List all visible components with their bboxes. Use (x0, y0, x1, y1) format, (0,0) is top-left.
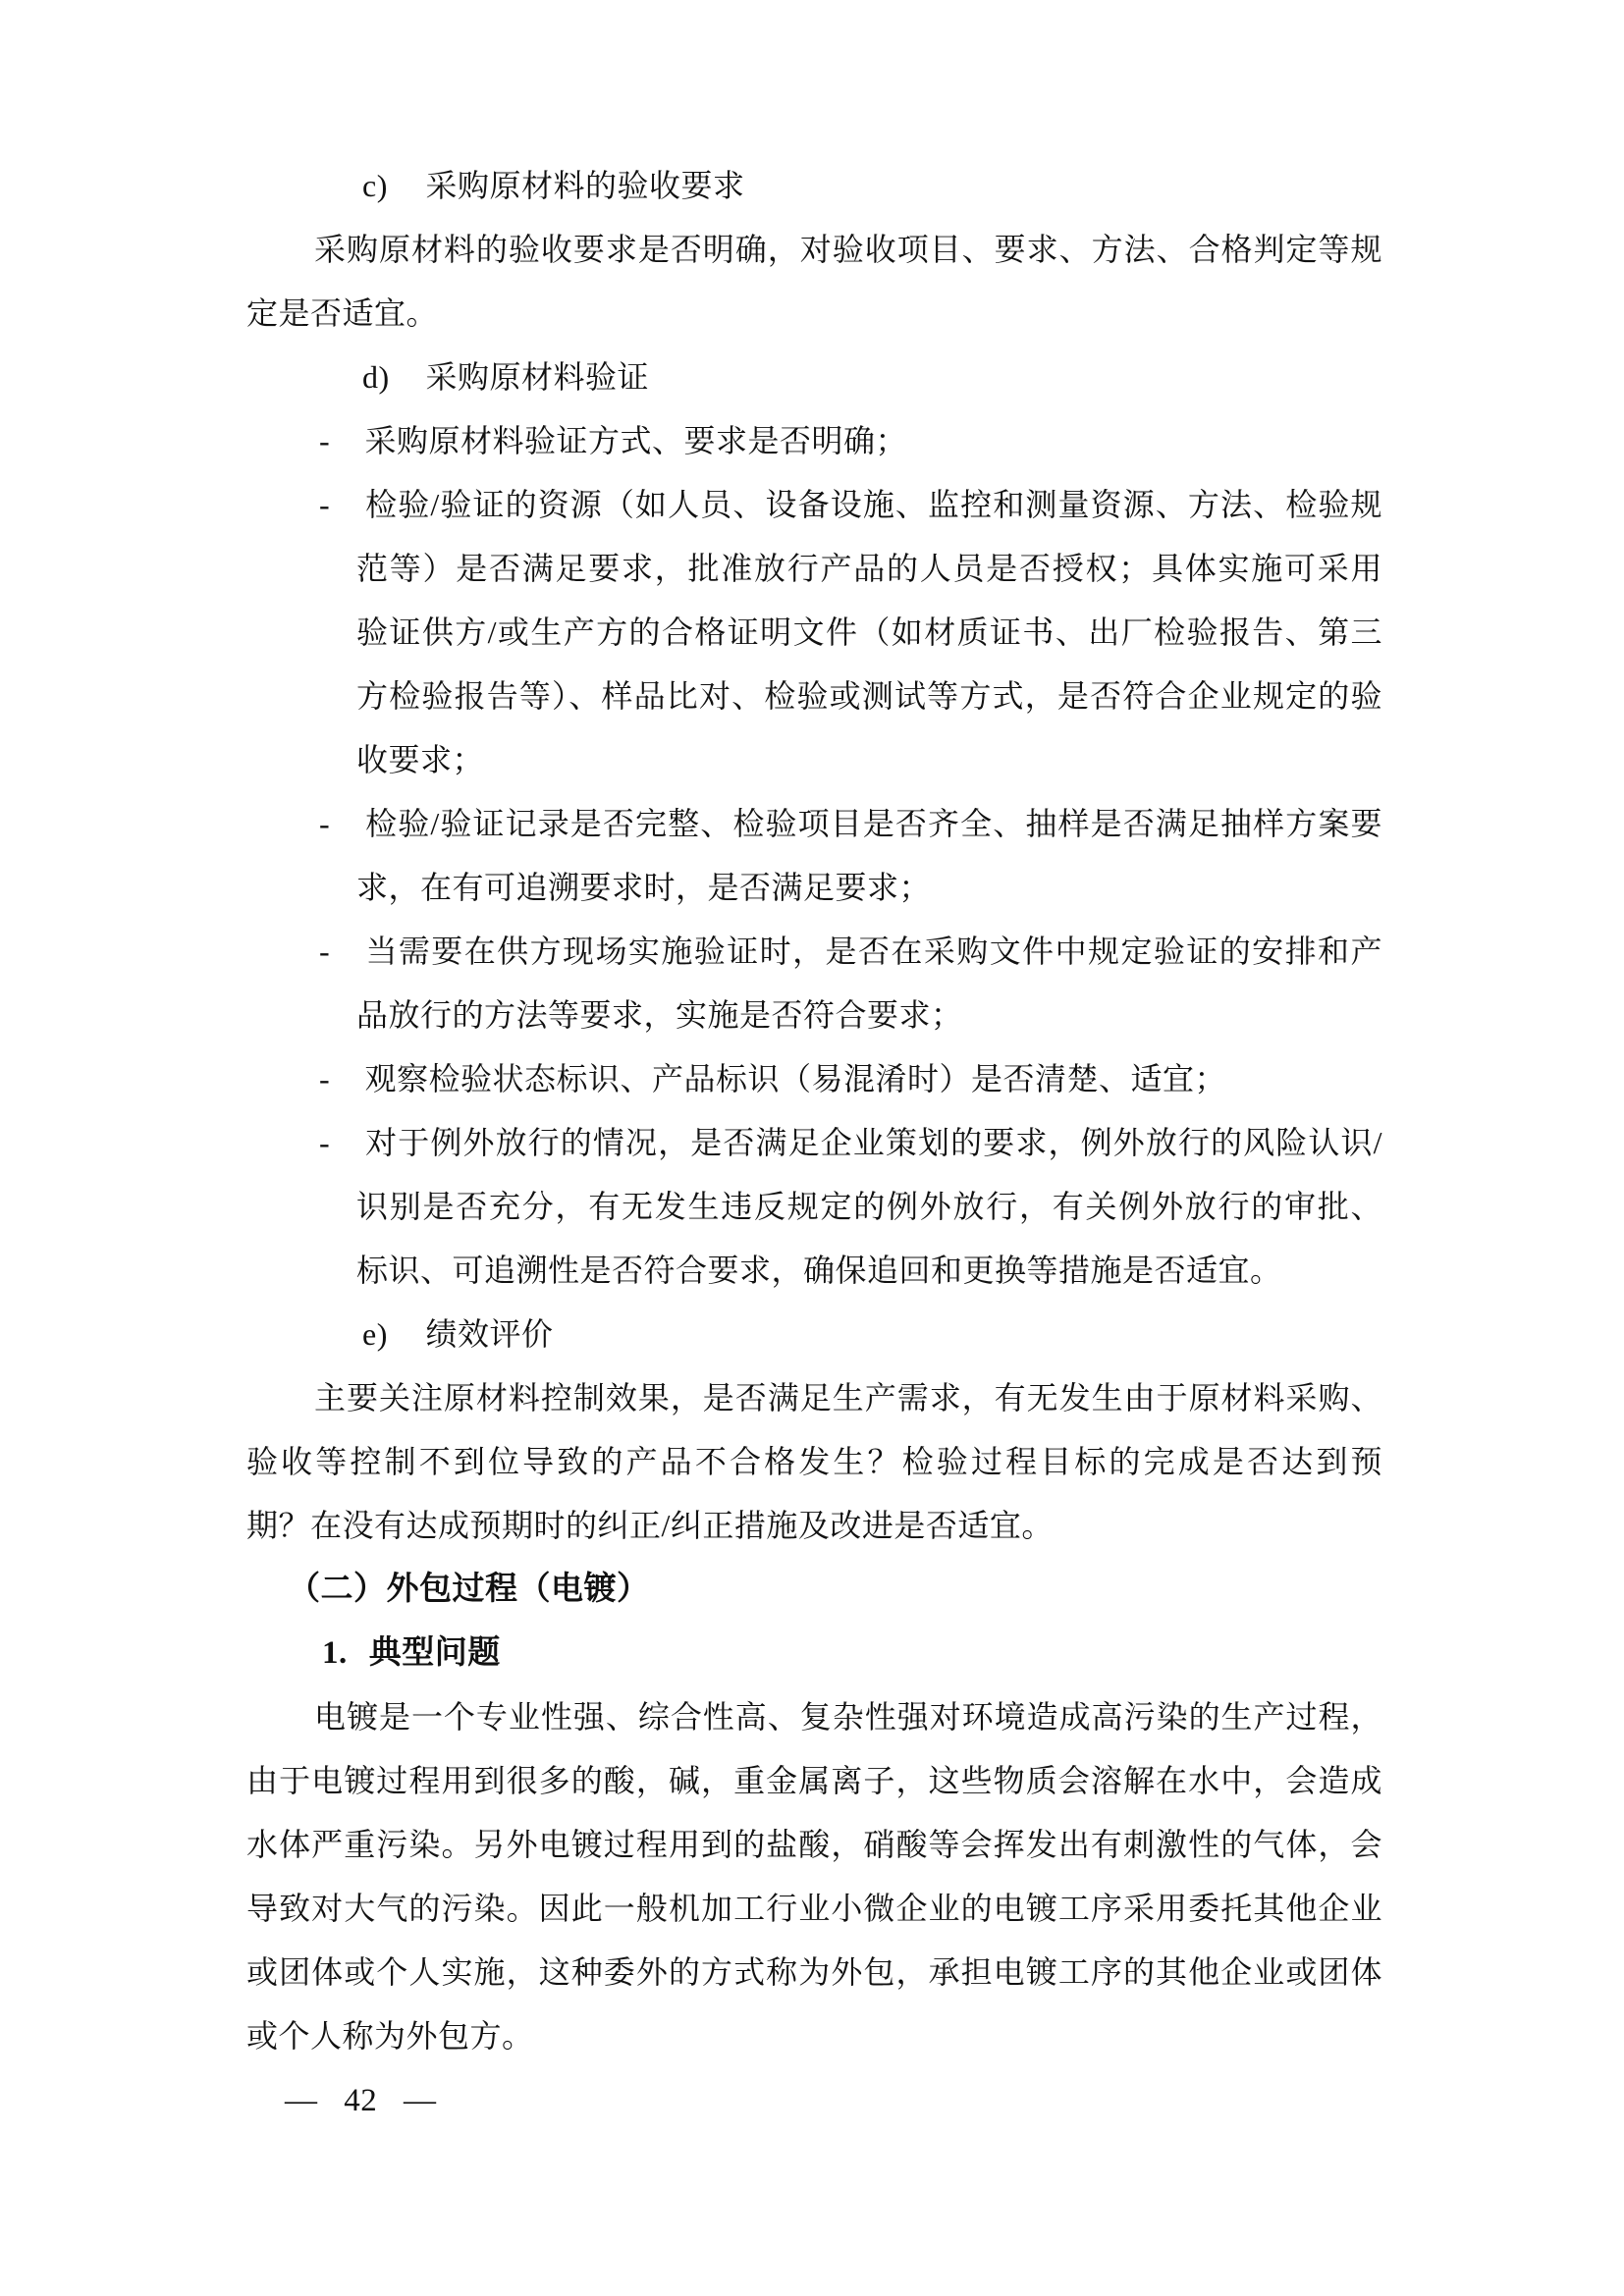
line-text: 主要关注原材料控制效果，是否满足生产需求，有无发生由于原材料采购、 (314, 1380, 1382, 1415)
line-text: 标识、可追溯性是否符合要求，确保追回和更换等措施是否适宜。 (356, 1253, 1282, 1288)
text-line (246, 1558, 1382, 1622)
text-line (246, 1239, 1382, 1303)
text-line (246, 346, 1382, 409)
line-text: 或团体或个人实施，这种委外的方式称为外包，承担电镀工序的其他企业或团体 (246, 1954, 1382, 1990)
line-text: 采购原材料的验收要求是否明确，对验收项目、要求、方法、合格判定等规 (314, 232, 1382, 267)
line-text: 求，在有可追溯要求时，是否满足要求； (356, 870, 932, 905)
page-number: 42 (344, 2083, 378, 2118)
text-line (246, 1303, 1382, 1366)
line-marker: - (319, 1061, 331, 1096)
text-line (246, 601, 1382, 665)
text-line (246, 728, 1382, 792)
text-line (246, 282, 1382, 346)
line-text: 检验/验证记录是否完整、检验项目是否齐全、抽样是否满足抽样方案要 (365, 806, 1382, 841)
text-line (246, 1685, 1382, 1749)
text-line (246, 856, 1382, 920)
footer-dash-left: — (285, 2083, 318, 2118)
line-text: 观察检验状态标识、产品标识（易混淆时）是否清楚、适宜； (364, 1061, 1227, 1096)
line-marker: e) (362, 1316, 388, 1352)
text-line (246, 920, 1382, 984)
text-line (246, 1494, 1382, 1558)
line-marker: c) (362, 168, 388, 203)
line-text: 收要求； (356, 742, 485, 777)
line-marker: - (319, 1125, 331, 1160)
footer-dash-right: — (404, 2083, 437, 2118)
text-line (246, 154, 1382, 218)
line-text: 验证供方/或生产方的合格证明文件（如材质证书、出厂检验报告、第三 (356, 614, 1382, 650)
text-line (246, 665, 1382, 728)
line-marker: 1. (322, 1635, 348, 1671)
text-line (246, 1111, 1382, 1175)
line-text: 或个人称为外包方。 (246, 2018, 534, 2054)
line-text: 水体严重污染。另外电镀过程用到的盐酸，硝酸等会挥发出有刺激性的气体，会 (246, 1827, 1382, 1862)
text-line (246, 409, 1382, 473)
text-line (246, 537, 1382, 601)
line-text: 期？在没有达成预期时的纠正/纠正措施及改进是否适宜。 (246, 1508, 1054, 1543)
text-line (246, 1813, 1382, 1877)
line-text: 定是否适宜。 (246, 295, 439, 331)
document-body (246, 154, 1382, 2068)
line-text: 由于电镀过程用到很多的酸，碱，重金属离子，这些物质会溶解在水中，会造成 (246, 1763, 1382, 1798)
line-text: 品放行的方法等要求，实施是否符合要求； (356, 997, 963, 1033)
text-line (246, 984, 1382, 1047)
line-text: 典型问题 (368, 1635, 501, 1671)
line-marker: - (319, 806, 331, 841)
line-text: 识别是否充分，有无发生违反规定的例外放行，有关例外放行的审批、 (356, 1189, 1382, 1224)
line-text: 范等）是否满足要求，批准放行产品的人员是否授权；具体实施可采用 (356, 551, 1382, 586)
text-line (246, 218, 1382, 282)
text-line (246, 1877, 1382, 1941)
line-text: 检验/验证的资源（如人员、设备设施、监控和测量资源、方法、检验规 (365, 487, 1382, 522)
line-text: 绩效评价 (425, 1316, 554, 1352)
text-line (246, 1047, 1382, 1111)
line-text: （二）外包过程（电镀） (288, 1572, 650, 1607)
line-marker: - (319, 487, 331, 522)
line-text: 采购原材料的验收要求 (425, 168, 745, 203)
line-marker: - (319, 934, 331, 969)
text-line (246, 1366, 1382, 1430)
line-marker: d) (362, 359, 390, 395)
text-line (246, 792, 1382, 856)
text-line (246, 1941, 1382, 2004)
line-text: 对于例外放行的情况，是否满足企业策划的要求，例外放行的风险认识/ (365, 1125, 1382, 1160)
line-text: 采购原材料验证方式、要求是否明确； (364, 423, 908, 458)
line-marker: - (319, 423, 331, 458)
text-line (246, 1175, 1382, 1239)
text-line (246, 1749, 1382, 1813)
text-line (246, 473, 1382, 537)
line-text: 导致对大气的污染。因此一般机加工行业小微企业的电镀工序采用委托其他企业 (246, 1891, 1382, 1926)
line-text: 电镀是一个专业性强、综合性高、复杂性强对环境造成高污染的生产过程， (314, 1699, 1382, 1735)
page-footer (285, 2079, 437, 2122)
text-line (246, 2004, 1382, 2068)
line-text: 采购原材料验证 (425, 359, 650, 395)
line-text: 当需要在供方现场实施验证时，是否在采购文件中规定验证的安排和产 (365, 934, 1382, 969)
text-line (246, 1430, 1382, 1494)
line-text: 方检验报告等）、样品比对、检验或测试等方式，是否符合企业规定的验 (356, 678, 1382, 714)
line-text: 验收等控制不到位导致的产品不合格发生？检验过程目标的完成是否达到预 (246, 1444, 1382, 1479)
text-line (246, 1622, 1382, 1685)
